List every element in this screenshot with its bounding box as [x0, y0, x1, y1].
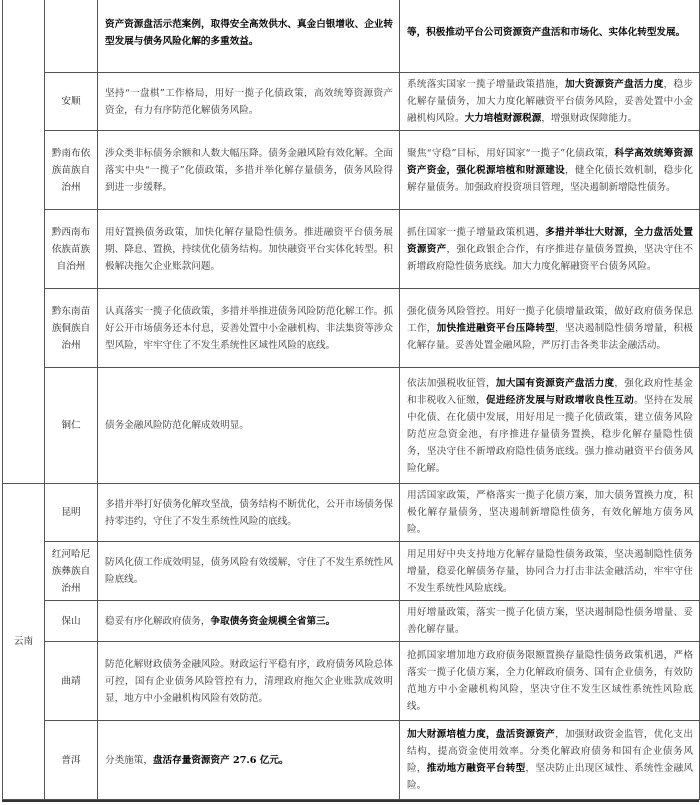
bold-text-run: 加大资源资产盘活力度	[564, 79, 664, 90]
bold-text-run: 加大国有资源资产盘活力度	[495, 377, 615, 389]
text-run: 依法加强税收征管，	[407, 377, 496, 389]
measures-cell	[98, 642, 400, 721]
bold-text-run: 盘活存量资源资产 27.6 亿元。	[152, 754, 289, 766]
text-run: ，强化政银企合作，有序推进存量债务置换，坚决守住不新增政府隐性债务底线。加大力度化解融资平台债务风险。	[407, 243, 694, 272]
text-run: ，坚决防止出现区域性、系统性金融风险。	[407, 763, 694, 791]
city-cell: 黔西南布依族苗族自治州	[45, 210, 98, 289]
text-run: 坚持“一盘棋”工作格局，用好一揽子化债政策，高效统筹资源资产资金，有力有序防范化解债务风险。	[105, 87, 393, 116]
bold-text-run: 资产资源盘活示范案例，取得安全高效供水、真金白银增收、企业转型发展与债务风险化解的多重效益。	[105, 18, 393, 47]
text-run: 强化债务风险管控。用好一揽子化债增量政策，做好政府债务保息工作，	[407, 305, 693, 334]
table-row	[3, 484, 700, 542]
plans-cell	[400, 73, 700, 131]
text-run: ，健全化债长效机制，稳步化解存量债务。加强政府投资项目管理，坚决遏制新增隐性债务。	[407, 164, 694, 193]
measures-cell	[98, 210, 400, 289]
city-cell: 安顺	[45, 73, 98, 131]
table-row	[3, 542, 700, 601]
text-run: ，坚决遏制隐性债务增量，积极化解存量。妥善处置金融风险，严厉打击各类非法金融活动。	[407, 322, 694, 351]
text-run: ，增强财政保障能力。	[541, 113, 638, 124]
measures-cell	[98, 73, 400, 131]
measures-cell	[98, 601, 400, 642]
measures-cell	[98, 542, 400, 601]
province-cell	[3, 0, 45, 484]
text-run: 聚焦“守稳”目标，用好国家“一揽子”化债政策，	[407, 147, 615, 159]
text-run: ，强化政府性基金和非税收入征缴，	[407, 377, 694, 406]
text-run: 抓住国家一揽子增量政策机遇，	[407, 226, 546, 238]
city-cell: 红河哈尼族彝族自治州	[45, 542, 98, 601]
text-run: 涉众类非标债务余额和人数大幅压降。债务金融风险有效化解。全面落实中央“一揽子”化债政策，多措并举化解存量债务，债务风险得到进一步缓释。	[105, 147, 393, 193]
bold-text-run: 加大财源培植力度，盘活资源资产	[407, 729, 556, 740]
plans-cell	[400, 642, 700, 721]
policy-table-body	[3, 0, 700, 800]
text-run: 用足用好中央支持地方化解存量隐性债务政策，坚决遏制隐性债务增量，稳妥化解债务存量，协同合力打击非法金融活动，牢牢守住不发生系统性风险底线。	[407, 548, 693, 594]
text-run: 防范化解财政债务金融风险。财政运行平稳有序，政府债务风险总体可控，国有企业债务风险管控有力，清理政府拖欠企业账款成效明显，地方中小金融机构风险有效防范。	[105, 658, 393, 704]
policy-table	[2, 0, 700, 800]
measures-cell	[98, 484, 400, 542]
measures-cell	[98, 289, 400, 368]
city-cell: 曲靖	[45, 642, 98, 721]
city-cell: 普洱	[45, 721, 98, 800]
bold-text-run: 争取债务资金规模全省第三。	[210, 615, 336, 627]
text-run: 用活国家政策，严格落实一揽子化债方案，加大债务置换力度，积极化解存量债务，坚决遏制新增隐性债务，有效化解地方债务风险。	[407, 490, 693, 535]
text-run: 防风化债工作成效明显，债务风险有效缓解，守住了不发生系统性风险底线。	[105, 557, 393, 585]
text-run: 稳妥有序化解政府债务，	[105, 615, 211, 627]
plans-cell	[400, 484, 700, 542]
table-row	[3, 210, 700, 289]
text-run: 用好增量政策，落实一揽子化债方案，坚决遏制隐性债务增量、妥善化解存量。	[407, 607, 693, 635]
city-cell: 保山	[45, 601, 98, 642]
text-run: ，加强财政资金监管，优化支出结构，提高资金使用效率。分类化解政府债务和国有企业债务风险，	[407, 729, 694, 774]
plans-cell	[400, 131, 700, 210]
table-row	[3, 0, 700, 73]
bold-text-run: 促进经济发展与财政增收良性互动	[485, 394, 635, 406]
plans-cell	[400, 210, 700, 289]
plans-cell	[400, 368, 700, 484]
plans-cell	[400, 0, 700, 73]
measures-cell	[98, 0, 400, 73]
city-cell: 黔南布依族苗族自治州	[45, 131, 98, 210]
text-run: 债务金融风险防范化解成效明显。	[105, 420, 249, 431]
bold-text-run: 大力培植财源税源	[464, 113, 542, 124]
table-row	[3, 289, 700, 368]
bottom-rule	[2, 800, 699, 802]
city-cell: 昆明	[45, 484, 98, 542]
bold-text-run: 科学高效统筹资源资产资金，强化税源培植和财源建设	[407, 147, 693, 176]
measures-cell	[98, 721, 400, 800]
measures-cell	[98, 131, 400, 210]
plans-cell	[400, 721, 700, 800]
table-row	[3, 73, 700, 131]
bold-text-run: 等，积极推动平台公司资源资产盘活和市场化、实体化转型发展。	[407, 27, 686, 38]
city-cell: 铜仁	[45, 368, 98, 484]
text-run: 系统落实国家一揽子增量政策措施，	[407, 79, 565, 90]
bold-text-run: 多措并举壮大财源，全力盘活处置资源资产	[407, 226, 693, 255]
table-row	[3, 642, 700, 721]
bold-text-run: 加快推进融资平台压降转型	[436, 322, 556, 334]
text-run: 多措并举打好债务化解攻坚战，债务结构不断优化，公开市场债务保持零违约，守住了不发生系统性风险的底线。	[105, 498, 393, 527]
table-row	[3, 601, 700, 642]
city-cell: 黔东南苗族侗族自治州	[45, 289, 98, 368]
text-run: 分类施策，	[105, 754, 153, 766]
text-run: ，稳步化解存量债务，加大力度化解融资平台债务风险，妥善处置中小金融机构风险。	[407, 79, 694, 124]
plans-cell	[400, 289, 700, 368]
table-row	[3, 721, 700, 800]
table-row	[3, 368, 700, 484]
plans-cell	[400, 601, 700, 642]
text-run: 用好置换债务政策，加快化解存量隐性债务。推进融资平台债务展期、降息、置换，持续优化债务结构。加快融资平台实体化转型。积极解决拖欠企业账款问题。	[105, 226, 393, 272]
plans-cell	[400, 542, 700, 601]
measures-cell	[98, 368, 400, 484]
province-cell: 云南	[3, 484, 45, 800]
text-run: 。坚持在发展中化债、在化债中发展，用好用足一揽子化债政策，建立债务风险防范应急资金池，有序推进存量债务置换，稳步化解存量隐性债务，坚决守住不新增政府隐性债务底线。强力推动融资平台债务风险化解。	[407, 394, 694, 474]
text-run: 认真落实一揽子化债政策，多措并举推进债务风险防范化解工作。抓好公开市场债务还本付息，妥善处置中小金融机构、非法集资等涉众型风险，牢牢守住了不发生系统性区域性风险的底线。	[105, 305, 393, 351]
text-run: 抢抓国家增加地方政府债务限额置换存量隐性债务政策机遇，严格落实一揽子化债方案，全力化解政府债务、国有企业债务，有效防范地方中小金融机构风险，坚决守住不发生区域性系统性风险底线。	[407, 650, 693, 712]
bold-text-run: 推动地方融资平台转型	[426, 763, 526, 774]
table-row	[3, 131, 700, 210]
city-cell	[45, 0, 98, 73]
